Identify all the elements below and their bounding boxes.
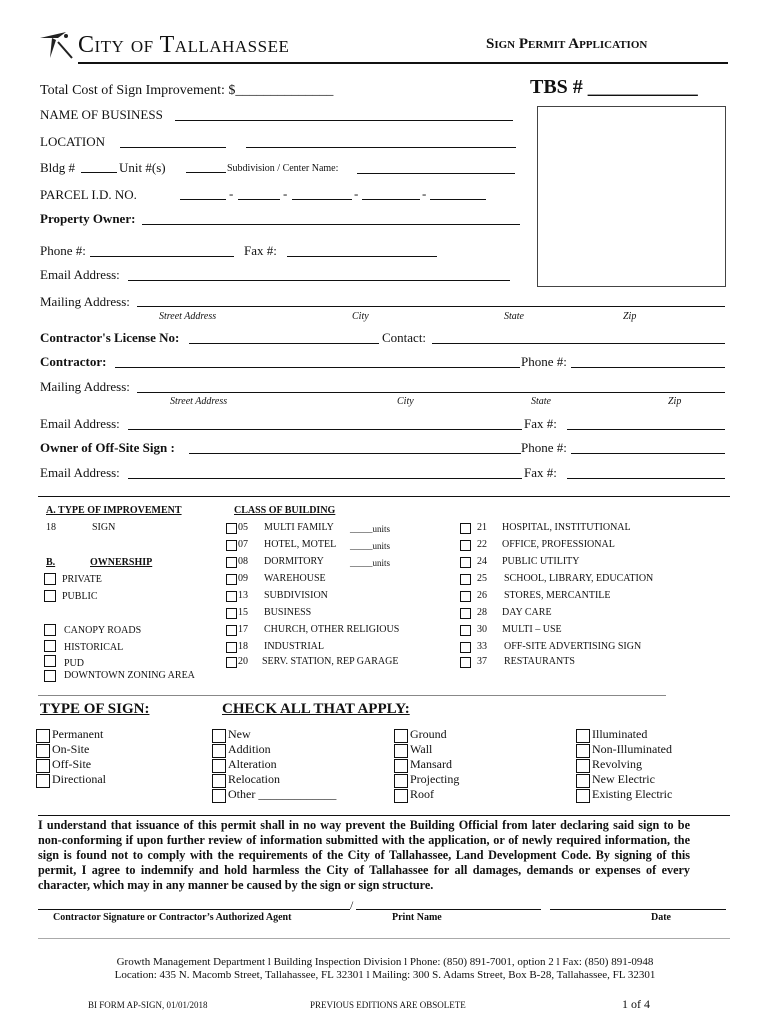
- fax-input[interactable]: [287, 256, 437, 257]
- sign-option-checkbox[interactable]: [212, 774, 226, 788]
- section-divider: [38, 695, 666, 696]
- class-checkbox-07[interactable]: [226, 540, 237, 551]
- print-name-input[interactable]: [356, 909, 541, 910]
- contractor-fax-label: Fax #:: [524, 416, 557, 431]
- units-field[interactable]: _____units: [350, 558, 391, 568]
- email-label: Email Address:: [40, 267, 120, 282]
- subdivision-input[interactable]: [357, 173, 515, 174]
- class-checkbox-24[interactable]: [460, 557, 471, 568]
- zip-caption: Zip: [668, 396, 682, 407]
- owner-offsite-label: Owner of Off-Site Sign :: [40, 440, 175, 455]
- zoning-checkbox[interactable]: [44, 640, 56, 652]
- total-cost-field[interactable]: Total Cost of Sign Improvement: $______________: [40, 83, 334, 98]
- city-logo: [38, 28, 74, 62]
- phone-label: Phone #:: [40, 243, 86, 258]
- owner-phone-label: Phone #:: [521, 440, 567, 455]
- sign-option-checkbox[interactable]: [576, 759, 590, 773]
- sign-option-label: Projecting: [410, 772, 460, 786]
- contractor-email-label: Email Address:: [40, 416, 120, 431]
- owner-offsite-input[interactable]: [189, 453, 521, 454]
- bldg-label: Bldg #: [40, 160, 76, 175]
- class-code: 25: [477, 573, 487, 584]
- class-label: BUSINESS: [264, 607, 312, 618]
- class-checkbox-09[interactable]: [226, 574, 237, 585]
- sign-option-checkbox[interactable]: [576, 744, 590, 758]
- sign-option-label: Existing Electric: [592, 787, 673, 801]
- owner-fax-label: Fax #:: [524, 465, 557, 480]
- class-label: HOSPITAL, INSTITUTIONAL: [502, 522, 631, 533]
- footer-divider: [38, 938, 730, 939]
- class-label: DAY CARE: [502, 607, 552, 618]
- fax-label: Fax #:: [244, 243, 277, 258]
- class-label: SERV. STATION, REP GARAGE: [262, 656, 399, 667]
- class-label: INDUSTRIAL: [264, 641, 324, 652]
- class-checkbox-28[interactable]: [460, 608, 471, 619]
- class-code: 18: [238, 641, 248, 652]
- parcel-label: PARCEL I.D. NO.: [40, 187, 137, 202]
- class-code: 37: [477, 656, 487, 667]
- sign-option-checkbox[interactable]: [576, 774, 590, 788]
- improvement-type: SIGN: [92, 522, 116, 533]
- mailing-input[interactable]: [137, 306, 725, 307]
- zoning-checkbox[interactable]: [44, 624, 56, 636]
- sign-option-label: New: [228, 727, 251, 741]
- contractor-fax-input[interactable]: [567, 429, 725, 430]
- class-label: DORMITORY: [264, 556, 324, 567]
- sign-option-label: Directional: [52, 772, 106, 786]
- sign-option-checkbox[interactable]: [576, 729, 590, 743]
- sign-option-label: Revolving: [592, 757, 642, 771]
- class-label: STORES, MERCANTILE: [504, 590, 611, 601]
- email-input[interactable]: [128, 280, 510, 281]
- ownership-prefix: B.: [46, 557, 56, 568]
- ownership-label: PUBLIC: [62, 591, 98, 602]
- parcel-input-5[interactable]: [430, 199, 486, 200]
- parcel-input-4[interactable]: [362, 199, 420, 200]
- class-checkbox-13[interactable]: [226, 591, 237, 602]
- type-of-sign-header: TYPE OF SIGN:: [40, 701, 150, 717]
- zoning-label: CANOPY ROADS: [64, 625, 142, 636]
- units-field[interactable]: _____units: [350, 524, 391, 534]
- obsolete-notice: PREVIOUS EDITIONS ARE OBSOLETE: [310, 1000, 466, 1010]
- sign-option-label: Non-Illuminated: [592, 742, 672, 756]
- improvement-code: 18: [46, 522, 56, 533]
- statement-divider: [38, 815, 730, 816]
- city-caption: City: [352, 311, 369, 322]
- parcel-dash: -: [229, 186, 234, 201]
- tbs-number[interactable]: TBS # ___________: [530, 76, 698, 98]
- parcel-input-3[interactable]: [292, 199, 352, 200]
- class-checkbox-22[interactable]: [460, 540, 471, 551]
- contractor-label: Contractor:: [40, 354, 107, 369]
- unit-input[interactable]: [186, 172, 226, 173]
- sign-option-label: New Electric: [592, 772, 655, 786]
- contractor-phone-input[interactable]: [571, 367, 725, 368]
- sign-option-label: Relocation: [228, 772, 280, 786]
- print-name-caption: Print Name: [392, 912, 442, 923]
- state-caption: State: [531, 396, 551, 407]
- city-caption: City: [397, 396, 414, 407]
- contractor-email-input[interactable]: [128, 429, 522, 430]
- sign-option-checkbox[interactable]: [36, 774, 50, 788]
- owner-email-input[interactable]: [128, 478, 522, 479]
- property-owner-input[interactable]: [142, 224, 520, 225]
- zoning-checkbox[interactable]: [44, 655, 56, 667]
- name-of-business-input[interactable]: [175, 120, 513, 121]
- contact-input[interactable]: [432, 343, 725, 344]
- unit-label: Unit #(s): [119, 160, 166, 175]
- class-checkbox-21[interactable]: [460, 523, 471, 534]
- check-all-header: CHECK ALL THAT APPLY:: [222, 701, 410, 717]
- parcel-input-1[interactable]: [180, 199, 226, 200]
- ownership-checkbox[interactable]: [44, 590, 56, 602]
- location-input-1[interactable]: [120, 147, 226, 148]
- class-code: 17: [238, 624, 248, 635]
- sign-option-label: Off-Site: [52, 757, 92, 771]
- sign-option-checkbox[interactable]: [36, 759, 50, 773]
- class-code: 07: [238, 539, 248, 550]
- class-checkbox-33[interactable]: [460, 642, 471, 653]
- ownership-label: PRIVATE: [62, 574, 102, 585]
- office-use-box: [537, 106, 726, 287]
- class-checkbox-15[interactable]: [226, 608, 237, 619]
- phone-input[interactable]: [90, 256, 234, 257]
- mailing-label: Mailing Address:: [40, 294, 130, 309]
- location-input-2[interactable]: [246, 147, 516, 148]
- class-label: SCHOOL, LIBRARY, EDUCATION: [504, 573, 654, 584]
- date-input[interactable]: [550, 909, 726, 910]
- class-label: CHURCH, OTHER RELIGIOUS: [264, 624, 400, 635]
- class-label: HOTEL, MOTEL: [264, 539, 337, 550]
- zoning-checkbox[interactable]: [44, 670, 56, 682]
- parcel-input-2[interactable]: [238, 199, 280, 200]
- contractor-phone-label: Phone #:: [521, 354, 567, 369]
- class-label: RESTAURANTS: [504, 656, 575, 667]
- sign-option-label: Permanent: [52, 727, 104, 741]
- units-field[interactable]: _____units: [350, 541, 391, 551]
- street-caption: Street Address: [159, 311, 217, 322]
- contact-label: Contact:: [382, 330, 427, 345]
- page-number: 1 of 4: [622, 997, 650, 1011]
- sign-option-checkbox[interactable]: [36, 729, 50, 743]
- sign-option-checkbox[interactable]: [212, 744, 226, 758]
- ownership-header: OWNERSHIP: [90, 557, 153, 568]
- sign-option-label: Addition: [228, 742, 271, 756]
- zoning-label: DOWNTOWN ZONING AREA: [64, 670, 195, 681]
- class-label: OFFICE, PROFESSIONAL: [502, 539, 615, 550]
- class-label: SUBDIVISION: [264, 590, 328, 601]
- sign-option-checkbox[interactable]: [394, 729, 408, 743]
- class-code: 13: [238, 590, 248, 601]
- header-rule: [78, 62, 728, 64]
- state-caption: State: [504, 311, 524, 322]
- class-code: 22: [477, 539, 487, 550]
- class-code: 09: [238, 573, 248, 584]
- sign-option-checkbox[interactable]: [394, 744, 408, 758]
- sign-option-checkbox[interactable]: [394, 789, 408, 803]
- class-code: 05: [238, 522, 248, 533]
- location-label: LOCATION: [40, 134, 105, 149]
- zoning-label: PUD: [64, 658, 85, 669]
- ownership-checkbox[interactable]: [44, 573, 56, 585]
- class-checkbox-20[interactable]: [226, 657, 237, 668]
- property-owner-label: Property Owner:: [40, 211, 136, 226]
- date-caption: Date: [651, 912, 671, 923]
- sign-option-label: Illuminated: [592, 727, 648, 741]
- section-divider: [38, 496, 730, 497]
- sign-option-checkbox[interactable]: [212, 789, 226, 803]
- contractor-license-label: Contractor's License No:: [40, 330, 180, 345]
- city-name: City of Tallahassee: [78, 32, 290, 58]
- bldg-input[interactable]: [81, 172, 117, 173]
- parcel-dash: -: [422, 186, 427, 201]
- class-checkbox-17[interactable]: [226, 625, 237, 636]
- contractor-license-input[interactable]: [189, 343, 379, 344]
- class-checkbox-25[interactable]: [460, 574, 471, 585]
- class-code: 30: [477, 624, 487, 635]
- class-of-building-header: CLASS OF BUILDING: [234, 505, 336, 516]
- statement-text: I understand that issuance of this permit shall in no way prevent the Building Official from later declaring said sign to be non-conforming if upon further review of information submitted with the application, or of newly required information, the sign is found not to comply with the requirements of the City of Tallahassee, Land Development Code. By signing of this permit, I agree to indemnify and hold harmless the City of Tallahassee for all damages, demands or expenses of every character, which may in any manner be caused by the sign or sign structure.: [38, 818, 690, 892]
- class-code: 08: [238, 556, 248, 567]
- zoning-label: HISTORICAL: [64, 642, 124, 653]
- class-code: 20: [238, 656, 248, 667]
- name-of-business-label: NAME OF BUSINESS: [40, 107, 163, 122]
- sign-option-checkbox[interactable]: [394, 774, 408, 788]
- sign-option-checkbox[interactable]: [394, 759, 408, 773]
- footer-line-1: Growth Management Department l Building Inspection Division l Phone: (850) 891-7001, option 2 l Fax: (850) 891-0948: [116, 956, 654, 968]
- class-code: 15: [238, 607, 248, 618]
- class-checkbox-18[interactable]: [226, 642, 237, 653]
- sign-option-label: Ground: [410, 727, 447, 741]
- form-id: BI FORM AP-SIGN, 01/01/2018: [88, 1000, 208, 1010]
- class-label: OFF-SITE ADVERTISING SIGN: [504, 641, 642, 652]
- street-caption: Street Address: [170, 396, 228, 407]
- class-code: 24: [477, 556, 487, 567]
- contractor-input[interactable]: [115, 367, 520, 368]
- class-label: PUBLIC UTILITY: [502, 556, 580, 567]
- sign-option-label: Roof: [410, 787, 434, 801]
- class-checkbox-05[interactable]: [226, 523, 237, 534]
- class-checkbox-37[interactable]: [460, 657, 471, 668]
- class-code: 21: [477, 522, 487, 533]
- sign-option-label: On-Site: [52, 742, 90, 756]
- sign-option-label: Alteration: [228, 757, 277, 771]
- sign-option-label: Mansard: [410, 757, 452, 771]
- owner-fax-input[interactable]: [567, 478, 725, 479]
- signature-slash: /: [350, 898, 354, 912]
- type-improvement-header: A. TYPE OF IMPROVEMENT: [46, 505, 182, 516]
- class-code: 28: [477, 607, 487, 618]
- sign-option-label: Other _____________: [228, 787, 337, 801]
- sign-option-checkbox[interactable]: [212, 729, 226, 743]
- owner-email-label: Email Address:: [40, 465, 120, 480]
- footer-line-2: Location: 435 N. Macomb Street, Tallahassee, FL 32301 l Mailing: 300 S. Adams Street, Box B-28, Tallahassee, FL 32301: [114, 969, 656, 981]
- class-code: 33: [477, 641, 487, 652]
- zip-caption: Zip: [623, 311, 637, 322]
- class-code: 26: [477, 590, 487, 601]
- class-checkbox-08[interactable]: [226, 557, 237, 568]
- subdivision-label: Subdivision / Center Name:: [227, 163, 339, 174]
- parcel-dash: -: [283, 186, 288, 201]
- class-label: WAREHOUSE: [264, 573, 326, 584]
- sign-option-checkbox[interactable]: [212, 759, 226, 773]
- class-label: MULTI – USE: [502, 624, 562, 635]
- contractor-mailing-input[interactable]: [137, 392, 725, 393]
- class-label: MULTI FAMILY: [264, 522, 334, 533]
- contractor-mailing-label: Mailing Address:: [40, 379, 130, 394]
- sign-option-label: Wall: [410, 742, 433, 756]
- sign-option-checkbox[interactable]: [576, 789, 590, 803]
- parcel-dash: -: [354, 186, 359, 201]
- sign-option-checkbox[interactable]: [36, 744, 50, 758]
- tallahassee-logo-icon: [38, 28, 74, 62]
- class-checkbox-30[interactable]: [460, 625, 471, 636]
- class-checkbox-26[interactable]: [460, 591, 471, 602]
- contractor-signature-input[interactable]: [38, 909, 350, 910]
- owner-phone-input[interactable]: [571, 453, 725, 454]
- form-title: Sign Permit Application: [486, 36, 648, 52]
- contractor-signature-caption: Contractor Signature or Contractor’s Authorized Agent: [53, 912, 292, 923]
